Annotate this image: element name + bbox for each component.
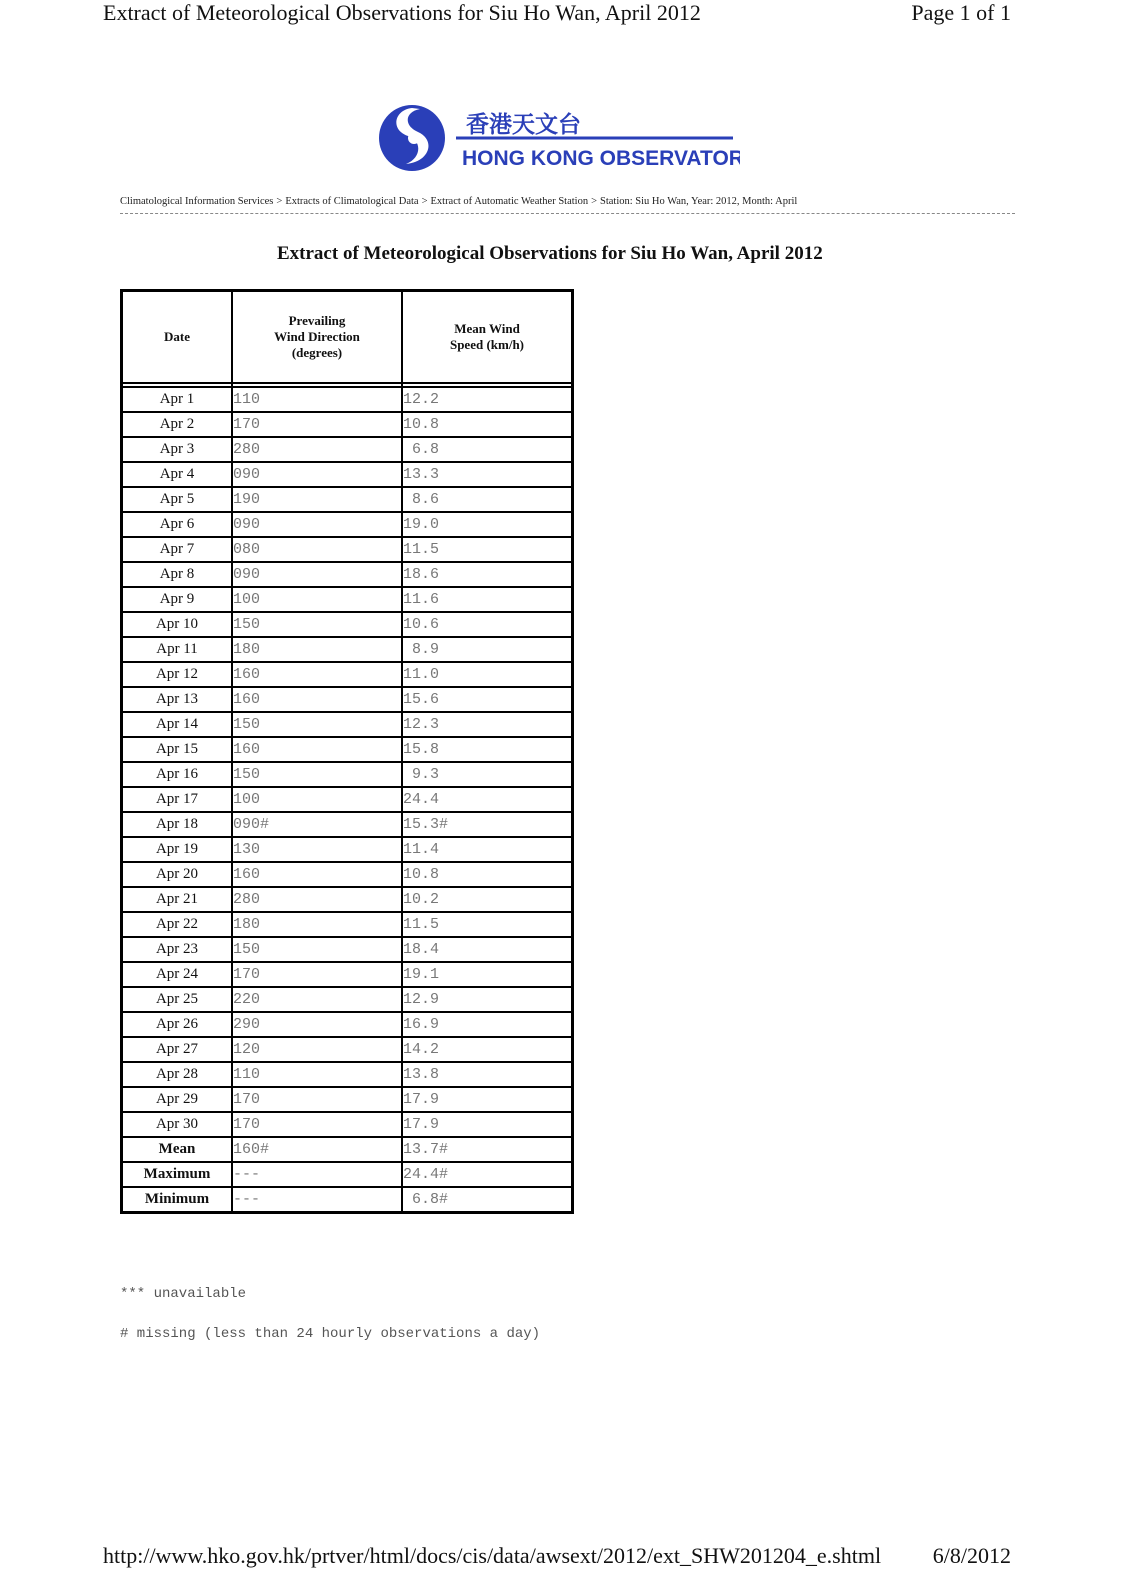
column-header-text: Prevailing Wind Direction (degrees) — [274, 313, 360, 360]
date-cell: Apr 21 — [122, 887, 233, 912]
wind-speed-cell: 17.9 — [402, 1112, 573, 1137]
date-cell: Maximum — [122, 1162, 233, 1187]
column-header-date: Date — [122, 291, 233, 384]
wind-direction-cell: 170 — [232, 412, 402, 437]
date-cell: Apr 29 — [122, 1087, 233, 1112]
table-row — [122, 912, 573, 937]
date-cell: Apr 26 — [122, 1012, 233, 1037]
date-cell: Apr 13 — [122, 687, 233, 712]
date-cell: Apr 30 — [122, 1112, 233, 1137]
wind-speed-cell: 11.5 — [402, 912, 573, 937]
wind-speed-cell: 10.2 — [402, 887, 573, 912]
date-cell: Apr 3 — [122, 437, 233, 462]
wind-direction-cell: 290 — [232, 1012, 402, 1037]
wind-speed-cell: 16.9 — [402, 1012, 573, 1037]
wind-direction-cell: 080 — [232, 537, 402, 562]
wind-speed-cell: 6.8# — [402, 1187, 573, 1213]
wind-direction-cell: 160# — [232, 1137, 402, 1162]
wind-speed-cell: 11.5 — [402, 537, 573, 562]
breadcrumb-item[interactable]: Extract of Automatic Weather Station — [430, 196, 589, 207]
wind-direction-cell: 090 — [232, 512, 402, 537]
breadcrumb-separator: > — [276, 196, 283, 207]
wind-direction-cell: 130 — [232, 837, 402, 862]
wind-direction-cell: 180 — [232, 912, 402, 937]
wind-direction-cell: 220 — [232, 987, 402, 1012]
wind-direction-cell: 150 — [232, 612, 402, 637]
wind-speed-cell: 12.9 — [402, 987, 573, 1012]
date-cell: Apr 9 — [122, 587, 233, 612]
wind-direction-cell: 150 — [232, 762, 402, 787]
date-cell: Apr 16 — [122, 762, 233, 787]
page-header-title: Extract of Meteorological Observations for Siu Ho Wan, April 2012 — [103, 0, 701, 25]
date-cell: Apr 19 — [122, 837, 233, 862]
wind-speed-cell: 13.7# — [402, 1137, 573, 1162]
date-cell: Apr 25 — [122, 987, 233, 1012]
table-row — [122, 987, 573, 1012]
wind-speed-cell: 6.8 — [402, 437, 573, 462]
note-missing: # missing (less than 24 hourly observations a day) — [120, 1326, 541, 1342]
table-row — [122, 1062, 573, 1087]
date-cell: Apr 20 — [122, 862, 233, 887]
table-row — [122, 462, 573, 487]
table-row — [122, 762, 573, 787]
date-cell: Apr 22 — [122, 912, 233, 937]
wind-speed-cell: 8.6 — [402, 487, 573, 512]
wind-speed-cell: 15.3# — [402, 812, 573, 837]
breadcrumb-item: Station: Siu Ho Wan, Year: 2012, Month: April — [600, 196, 798, 207]
wind-speed-cell: 15.6 — [402, 687, 573, 712]
wind-speed-cell: 19.0 — [402, 512, 573, 537]
date-cell: Apr 12 — [122, 662, 233, 687]
table-row — [122, 712, 573, 737]
date-cell: Apr 15 — [122, 737, 233, 762]
table-row — [122, 437, 573, 462]
breadcrumb-item[interactable]: Climatological Information Services — [120, 196, 274, 207]
wind-direction-cell: 160 — [232, 737, 402, 762]
table-row — [122, 1012, 573, 1037]
breadcrumb-item[interactable]: Extracts of Climatological Data — [285, 196, 419, 207]
observations-table — [120, 289, 574, 1214]
wind-direction-cell: 120 — [232, 1037, 402, 1062]
table-row — [122, 537, 573, 562]
table-row — [122, 637, 573, 662]
table-body — [122, 383, 573, 1213]
table-row — [122, 562, 573, 587]
breadcrumb-separator: > — [421, 196, 428, 207]
wind-speed-cell: 24.4 — [402, 787, 573, 812]
date-cell: Mean — [122, 1137, 233, 1162]
wind-speed-cell: 14.2 — [402, 1037, 573, 1062]
logo-chinese-text: 香港天文台 — [466, 112, 581, 138]
wind-speed-cell: 10.6 — [402, 612, 573, 637]
table-row — [122, 662, 573, 687]
breadcrumb — [120, 196, 797, 207]
date-cell: Apr 6 — [122, 512, 233, 537]
table-header-row — [122, 291, 573, 384]
wind-speed-cell: 15.8 — [402, 737, 573, 762]
table-row — [122, 612, 573, 637]
wind-speed-cell: 8.9 — [402, 637, 573, 662]
footer-date: 6/8/2012 — [932, 1543, 1011, 1568]
wind-direction-cell: 150 — [232, 937, 402, 962]
date-cell: Apr 14 — [122, 712, 233, 737]
wind-speed-cell: 12.3 — [402, 712, 573, 737]
wind-speed-cell: 18.6 — [402, 562, 573, 587]
wind-direction-cell: 170 — [232, 1112, 402, 1137]
wind-direction-cell: 280 — [232, 887, 402, 912]
wind-direction-cell: 090# — [232, 812, 402, 837]
date-cell: Apr 8 — [122, 562, 233, 587]
table-row — [122, 1112, 573, 1137]
date-cell: Apr 17 — [122, 787, 233, 812]
wind-direction-cell: 100 — [232, 587, 402, 612]
wind-direction-cell: 150 — [232, 712, 402, 737]
wind-direction-cell: 280 — [232, 437, 402, 462]
date-cell: Apr 18 — [122, 812, 233, 837]
date-cell: Apr 1 — [122, 387, 233, 412]
table-row — [122, 862, 573, 887]
wind-direction-cell: 180 — [232, 637, 402, 662]
date-cell: Apr 10 — [122, 612, 233, 637]
date-cell: Apr 4 — [122, 462, 233, 487]
table-row — [122, 387, 573, 412]
wind-direction-cell: 110 — [232, 387, 402, 412]
wind-direction-cell: 160 — [232, 662, 402, 687]
date-cell: Apr 11 — [122, 637, 233, 662]
wind-direction-cell: --- — [232, 1162, 402, 1187]
table-row — [122, 587, 573, 612]
table-row — [122, 812, 573, 837]
date-cell: Apr 23 — [122, 937, 233, 962]
table-row — [122, 737, 573, 762]
wind-direction-cell: 090 — [232, 562, 402, 587]
column-header-text: Mean Wind Speed (km/h) — [449, 321, 525, 352]
hko-logo-icon — [378, 100, 740, 176]
date-cell: Apr 7 — [122, 537, 233, 562]
table-row — [122, 487, 573, 512]
date-cell: Apr 27 — [122, 1037, 233, 1062]
wind-direction-cell: 170 — [232, 962, 402, 987]
summary-row — [122, 1187, 573, 1213]
summary-row — [122, 1137, 573, 1162]
wind-direction-cell: 100 — [232, 787, 402, 812]
note-unavailable: *** unavailable — [120, 1286, 247, 1302]
wind-speed-cell: 10.8 — [402, 412, 573, 437]
wind-speed-cell: 9.3 — [402, 762, 573, 787]
column-header-wind-speed — [402, 291, 573, 384]
table-row — [122, 937, 573, 962]
table-row — [122, 962, 573, 987]
date-cell: Apr 28 — [122, 1062, 233, 1087]
summary-row — [122, 1162, 573, 1187]
wind-direction-cell: 170 — [232, 1087, 402, 1112]
footer-url[interactable]: http://www.hko.gov.hk/prtver/html/docs/cis/data/awsext/2012/ext_SHW201204_e.shtml — [103, 1543, 882, 1568]
breadcrumb-separator: > — [591, 196, 597, 207]
wind-speed-cell: 11.6 — [402, 587, 573, 612]
date-cell: Apr 24 — [122, 962, 233, 987]
wind-direction-cell: --- — [232, 1187, 402, 1213]
column-header-wind-direction — [232, 291, 402, 384]
table-row — [122, 1037, 573, 1062]
wind-direction-cell: 090 — [232, 462, 402, 487]
table-row — [122, 837, 573, 862]
page-number: Page 1 of 1 — [911, 0, 1011, 25]
wind-direction-cell: 110 — [232, 1062, 402, 1087]
date-cell: Apr 5 — [122, 487, 233, 512]
wind-speed-cell: 11.0 — [402, 662, 573, 687]
table-row — [122, 1087, 573, 1112]
wind-direction-cell: 190 — [232, 487, 402, 512]
table-row — [122, 787, 573, 812]
dashed-divider — [120, 213, 1015, 214]
hko-logo[interactable] — [378, 100, 740, 176]
wind-speed-cell: 13.8 — [402, 1062, 573, 1087]
wind-speed-cell: 17.9 — [402, 1087, 573, 1112]
wind-speed-cell: 18.4 — [402, 937, 573, 962]
wind-speed-cell: 13.3 — [402, 462, 573, 487]
wind-speed-cell: 11.4 — [402, 837, 573, 862]
table-row — [122, 512, 573, 537]
wind-direction-cell: 160 — [232, 862, 402, 887]
wind-direction-cell: 160 — [232, 687, 402, 712]
date-cell: Minimum — [122, 1187, 233, 1213]
date-cell: Apr 2 — [122, 412, 233, 437]
wind-speed-cell: 19.1 — [402, 962, 573, 987]
page-title: Extract of Meteorological Observations for Siu Ho Wan, April 2012 — [277, 243, 823, 264]
table-row — [122, 887, 573, 912]
table-row — [122, 412, 573, 437]
wind-speed-cell: 12.2 — [402, 387, 573, 412]
logo-english-text: HONG KONG OBSERVATORY — [462, 147, 740, 170]
wind-speed-cell: 10.8 — [402, 862, 573, 887]
table-row — [122, 687, 573, 712]
wind-speed-cell: 24.4# — [402, 1162, 573, 1187]
